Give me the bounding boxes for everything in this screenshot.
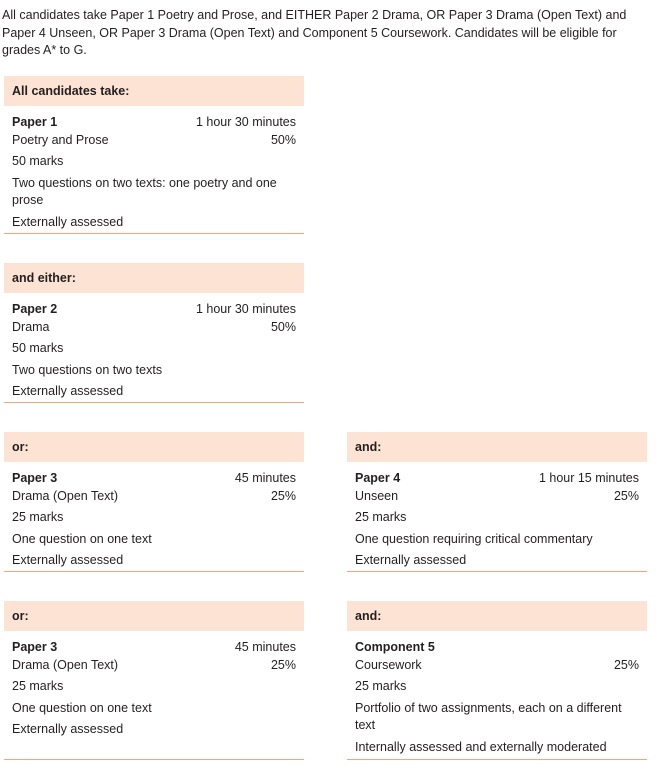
paper-duration: 1 hour 15 minutes: [538, 471, 639, 485]
box-header: and:: [347, 601, 647, 631]
box-header: and either:: [4, 263, 304, 293]
paper-weight: 25%: [270, 657, 296, 672]
paper-marks: 25 marks: [12, 679, 64, 693]
paper-assessment: Internally assessed and externally moderated: [355, 739, 607, 754]
paper-3-box: [4, 432, 304, 570]
box-divider: [347, 571, 647, 572]
paper-assessment: Externally assessed: [12, 384, 124, 398]
paper-4-box: [347, 432, 647, 570]
paper-duration: 45 minutes: [234, 471, 296, 485]
paper-subtitle: Drama: [12, 319, 50, 334]
box-header: All candidates take:: [4, 76, 304, 106]
paper-weight: 25%: [613, 488, 639, 503]
box-header: and:: [347, 432, 647, 462]
paper-title: Paper 4: [355, 471, 401, 485]
paper-marks: 50 marks: [12, 341, 64, 355]
paper-title: Paper 3: [12, 471, 58, 485]
paper-description: Portfolio of two assignments, each on a different text: [355, 700, 622, 732]
paper-marks: 25 marks: [355, 679, 407, 693]
paper-description: One question on one text: [12, 531, 152, 546]
paper-subtitle: Drama (Open Text): [12, 657, 119, 672]
paper-marks: 25 marks: [12, 510, 64, 524]
paper-subtitle: Poetry and Prose: [12, 132, 109, 147]
box-divider: [347, 759, 647, 760]
paper-weight: 25%: [613, 657, 639, 672]
paper-duration: 45 minutes: [234, 640, 296, 654]
paper-weight: 50%: [270, 319, 296, 334]
paper-title: Component 5: [355, 640, 435, 654]
paper-weight: 25%: [270, 488, 296, 503]
box-header: or:: [4, 601, 304, 631]
box-divider: [4, 402, 304, 403]
paper-subtitle: Coursework: [355, 657, 422, 672]
paper-title: Paper 1: [12, 115, 58, 129]
paper-assessment: Externally assessed: [355, 553, 467, 567]
paper-title: Paper 2: [12, 302, 58, 316]
paper-assessment: Externally assessed: [12, 722, 124, 736]
paper-description: Two questions on two texts: one poetry and one prose: [12, 175, 277, 207]
paper-assessment: Externally assessed: [12, 553, 124, 567]
paper-3-alt-box: [4, 601, 304, 739]
paper-title: Paper 3: [12, 640, 58, 654]
paper-subtitle: Unseen: [355, 488, 399, 503]
component-5-box: [347, 601, 647, 756]
paper-description: One question requiring critical commentary: [355, 531, 593, 546]
paper-2-box: [4, 263, 304, 401]
paper-marks: 50 marks: [12, 154, 64, 168]
paper-weight: 50%: [270, 132, 296, 147]
box-header: or:: [4, 432, 304, 462]
box-divider: [4, 759, 304, 760]
intro-paragraph: All candidates take Paper 1 Poetry and Prose, and EITHER Paper 2 Drama, OR Paper 3 Drama (Open Text) and Paper 4 Unseen, OR Paper 3 Drama (Open Text) and Component 5 Coursework. Candidates will be eligible for grades A* to G.: [2, 8, 627, 57]
paper-assessment: Externally assessed: [12, 214, 124, 229]
paper-marks: 25 marks: [355, 510, 407, 524]
paper-1-box: [4, 76, 304, 231]
paper-description: Two questions on two texts: [12, 362, 163, 377]
paper-description: One question on one text: [12, 700, 152, 715]
paper-duration: 1 hour 30 minutes: [195, 302, 296, 316]
box-divider: [4, 571, 304, 572]
paper-subtitle: Drama (Open Text): [12, 488, 119, 503]
paper-duration: 1 hour 30 minutes: [195, 115, 296, 129]
box-divider: [4, 233, 304, 234]
